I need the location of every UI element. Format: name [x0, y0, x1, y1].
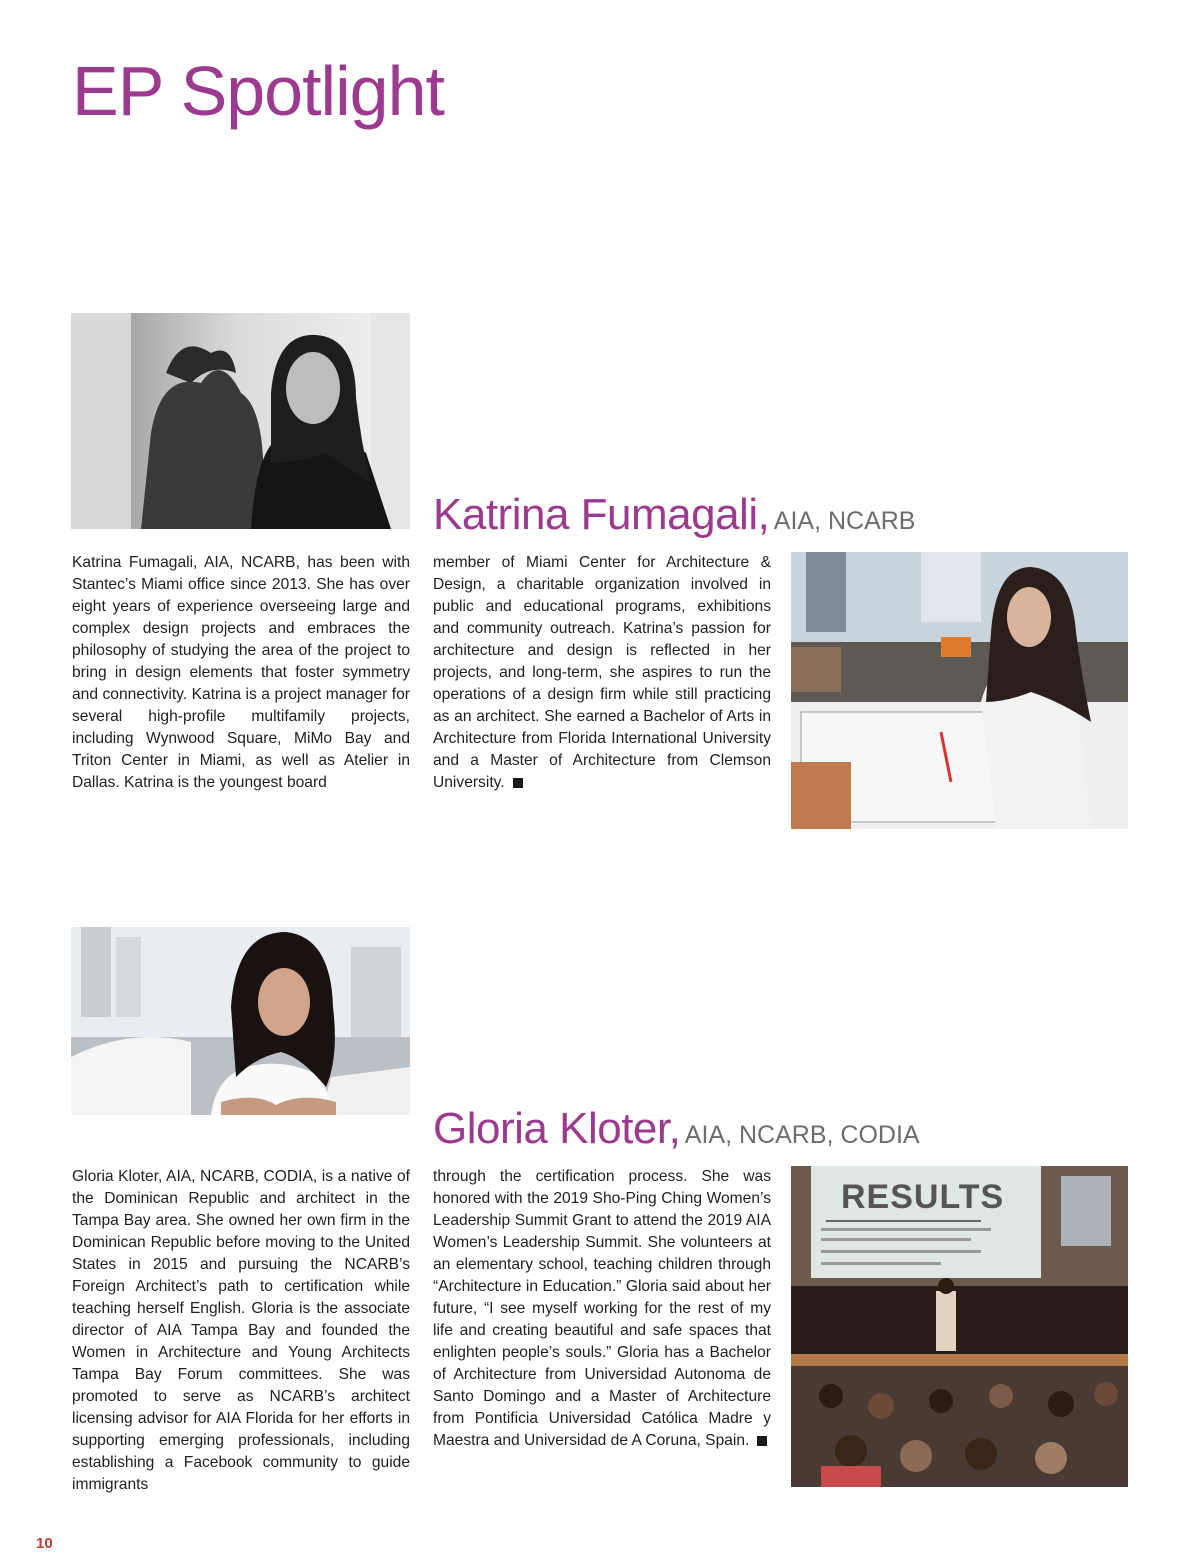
katrina-desk-photo [791, 552, 1128, 829]
gloria-credentials: AIA, NCARB, CODIA [684, 1121, 920, 1149]
katrina-name: Katrina Fumagali, [433, 490, 770, 539]
katrina-bio-text-2: member of Miami Center for Architecture & Design, a charitable organization involved in public and educational programs, exhibitions and community outreach. Katrina’s passion for architecture and design is reflected in her projects, and long-term, she aspires to run the operations of a design firm while still practicing as an architect. She earned a Bachelor of Arts in Architecture from Florida International University and a Master of Architecture from Clemson University. [433, 554, 771, 791]
end-of-article-mark [757, 1436, 767, 1446]
katrina-credentials: AIA, NCARB [773, 507, 916, 535]
katrina-portrait-photo [71, 313, 410, 529]
katrina-bio-column-2 [433, 552, 771, 794]
end-of-article-mark [513, 778, 523, 788]
gloria-name-heading [433, 1104, 920, 1154]
gloria-bio-text-2: through the certification process. She was honored with the 2019 Sho-Ping Ching Women’s Leadership Summit Grant to attend the 2019 AIA Women’s Leadership Summit. She volunteers at an elementary school, teaching children through “Architecture in Education.” Gloria said about her future, “I see myself working for the rest of my life and creating beautiful and safe spaces that enlighten people’s souls.” Gloria has a Bachelor of Architecture from Universidad Autonoma de Santo Domingo and a Master of Architecture from Pontificia Universidad Católica Madre y Maestra and Universidad de A Coruna, Spain. [433, 1168, 771, 1449]
page-number: 10 [36, 1535, 53, 1552]
gloria-name: Gloria Kloter, [433, 1104, 681, 1153]
gloria-bio-text-1: Gloria Kloter, AIA, NCARB, CODIA, is a native of the Dominican Republic and architect in the Tampa Bay area. She owned her own firm in the Dominican Republic before moving to the United States in 2015 and pursuing the NCARB’s Foreign Architect’s path to certification while teaching herself English. Gloria is the associate director of AIA Tampa Bay and founded the Women in Architecture and Young Architects Tampa Bay Forum committees. She was promoted to serve as NCARB’s architect licensing advisor for AIA Florida for her efforts in supporting emerging professionals, including establishing a Facebook community to guide immigrants [72, 1168, 410, 1493]
katrina-name-heading [433, 490, 915, 540]
gloria-bio-column-2 [433, 1166, 771, 1452]
slide-results-heading: RESULTS [841, 1178, 1005, 1216]
katrina-bio-text-1: Katrina Fumagali, AIA, NCARB, has been with Stantec’s Miami office since 2013. She has over eight years of experience overseeing large and complex design projects and embraces the philosophy of studying the area of the project to bring in design elements that foster symmetry and connectivity. Katrina is a project manager for several high-profile multifamily projects, including Wynwood Square, MiMo Bay and Triton Center in Miami, as well as Atelier in Dallas. Katrina is the youngest board [72, 554, 410, 791]
gloria-bio-column-1 [72, 1166, 410, 1496]
gloria-portrait-photo [71, 927, 410, 1115]
page-title: EP Spotlight [72, 52, 444, 130]
gloria-presentation-photo [791, 1166, 1128, 1487]
katrina-bio-column-1 [72, 552, 410, 794]
